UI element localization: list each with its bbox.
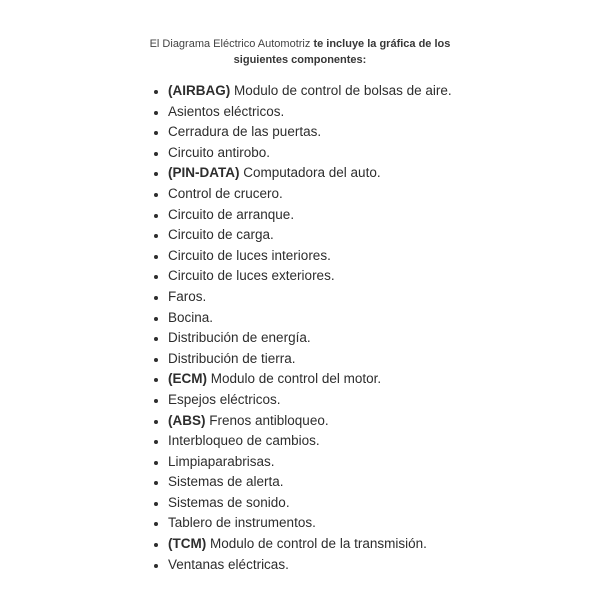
document-page (0, 36, 600, 600)
component-code: (ABS) (168, 412, 210, 428)
list-item (168, 122, 600, 143)
list-item (168, 225, 600, 246)
component-label: Circuito de carga. (168, 227, 274, 243)
component-label: Modulo de control del motor. (210, 371, 382, 387)
component-code: (ECM) (168, 371, 211, 387)
component-label: Modulo de control de bolsas de aire. (234, 83, 452, 98)
list-item (168, 349, 600, 370)
list-item (168, 431, 600, 452)
list-item (168, 472, 600, 493)
component-label: Sistemas de alerta. (168, 474, 284, 490)
list-item (168, 493, 600, 514)
component-label: Control de crucero. (168, 185, 283, 201)
component-label: Faros. (168, 288, 207, 304)
component-label: Modulo de control de la transmisión. (209, 536, 427, 552)
component-label: Espejos eléctricos. (168, 391, 281, 407)
component-label: Asientos eléctricos. (168, 103, 285, 119)
component-label: Bocina. (168, 309, 214, 325)
component-label: Circuito de luces exteriores. (168, 268, 335, 284)
list-item (168, 452, 600, 473)
component-label: Distribución de energía. (168, 330, 311, 346)
list-item (168, 143, 600, 164)
list-item (168, 369, 600, 390)
component-label: Cerradura de las puertas. (168, 124, 322, 140)
list-item (168, 513, 600, 534)
component-code: (TCM) (168, 536, 210, 552)
component-list (0, 81, 600, 575)
list-item (168, 246, 600, 267)
list-item (168, 328, 600, 349)
list-item (168, 308, 600, 329)
list-item (168, 390, 600, 411)
list-item (168, 102, 600, 123)
component-label: Frenos antibloqueo. (209, 412, 329, 428)
list-item (168, 184, 600, 205)
page-title-normal-part: El Diagrama Eléctrico Automotriz (149, 38, 314, 50)
component-label: Tablero de instrumentos. (168, 515, 316, 531)
component-code: (AIRBAG) (168, 83, 234, 98)
list-item (168, 411, 600, 432)
component-label: Limpiaparabrisas. (168, 453, 275, 469)
component-label: Circuito de arranque. (168, 206, 295, 222)
list-item (168, 163, 600, 184)
list-item (168, 266, 600, 287)
page-title-bold-part: te incluye la gráfica de los siguientes componentes: (233, 38, 451, 66)
component-label: Sistemas de sonido. (168, 494, 290, 510)
component-label: Circuito de luces interiores. (168, 247, 331, 263)
component-label: Ventanas eléctricas. (168, 556, 289, 572)
list-item (168, 555, 600, 576)
component-label: Computadora del auto. (243, 165, 381, 181)
component-code: (PIN-DATA) (168, 165, 244, 181)
list-item (168, 81, 600, 102)
list-item (168, 205, 600, 226)
list-item (168, 534, 600, 555)
list-item (168, 287, 600, 308)
page-title (124, 36, 476, 68)
component-label: Circuito antirobo. (168, 144, 271, 160)
component-label: Distribución de tierra. (168, 350, 296, 366)
component-label: Interbloqueo de cambios. (168, 433, 320, 449)
